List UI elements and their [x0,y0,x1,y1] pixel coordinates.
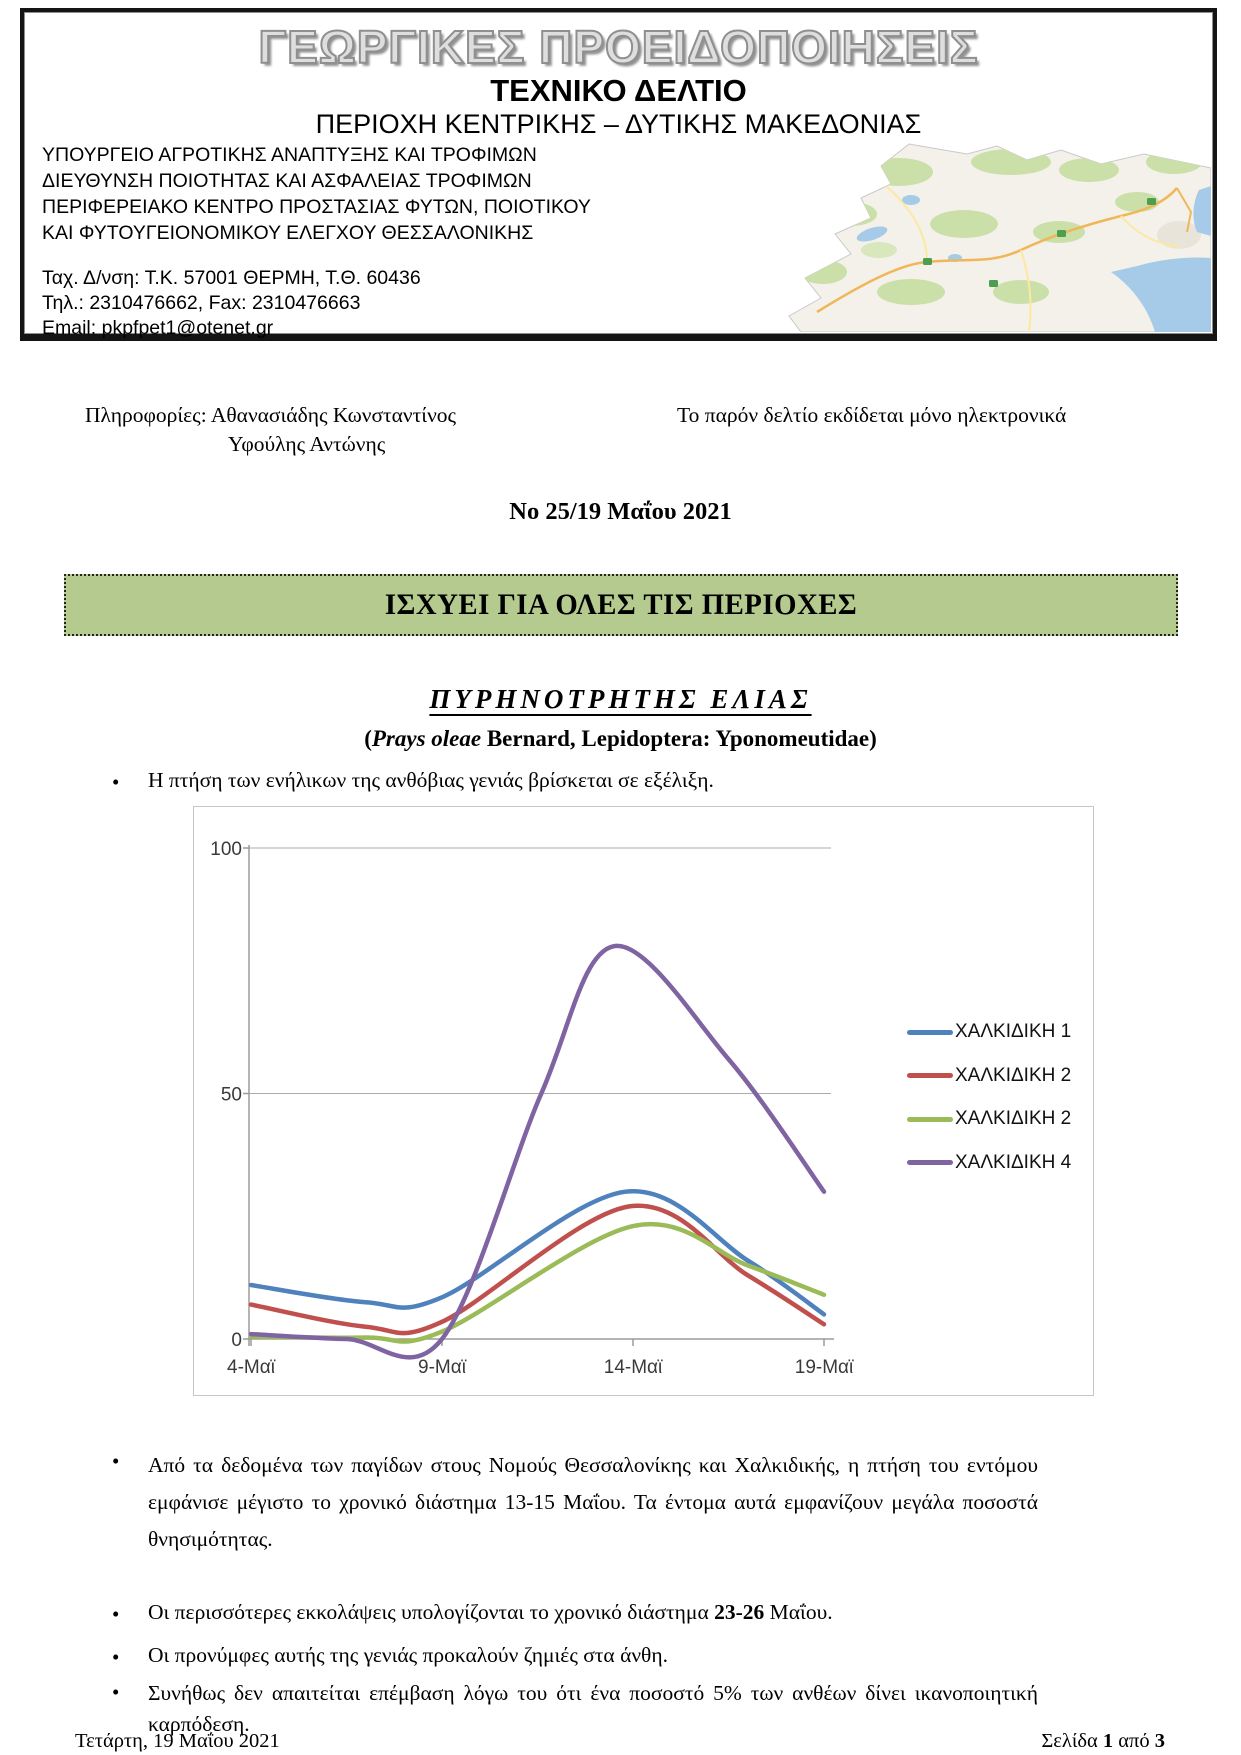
bullet-larvae-damage: Οι προνύμφες αυτής της γενιάς προκαλούν ζημιές στα άνθη. [148,1643,668,1667]
legend-swatch [907,1073,953,1078]
legend-item-label: ΧΑΛΚΙΔΙΚΗ 4 [955,1151,1072,1173]
bullet-marker: • [112,1602,120,1626]
series-line-1 [251,1191,824,1314]
watermark-title: ΓΕΩΡΓΙΚΕΣ ΠΡΟΕΙΔΟΠΟΙΗΣΕΙΣ [258,21,979,73]
x-axis-label: 9-Μαϊ [418,1357,466,1378]
legend-item [907,1152,1071,1174]
hatching-dates: 23-26 [714,1600,765,1624]
ministry-line: ΠΕΡΙΦΕΡΕΙΑΚΟ ΚΕΝΤΡΟ ΠΡΟΣΤΑΣΙΑΣ ΦΥΤΩΝ, ΠΟΙΟΤΙΚΟΥ [42,196,591,218]
validity-banner [64,574,1178,636]
bulletin-title: ΤΕΧΝΙΚΟ ΔΕΛΤΙΟ [490,73,747,108]
bullet-trap-data: Από τα δεδομένα των παγίδων στους Νομούς Θεσσαλονίκης και Χαλκιδικής, η πτήση του εντόμου εμφάνισε μέγιστο το χρονικό διάστημα 13-15 Μαΐου. Τα έντομα αυτά εμφανίζουν μεγάλα ποσοστά θνησιμότητας. [148,1453,1038,1551]
bullet-marker: • [112,1449,120,1473]
ministry-line: ΥΠΟΥΡΓΕΙΟ ΑΓΡΟΤΙΚΗΣ ΑΝΑΠΤΥΞΗΣ ΚΑΙ ΤΡΟΦΙΜΩΝ [42,144,537,166]
chart-legend [907,1021,1071,1174]
email-line: Email: pkpfpet1@otenet.gr [42,317,274,339]
bullet-marker: • [112,1680,120,1704]
legend-item-label: ΧΑΛΚΙΔΙΚΗ 2 [955,1108,1072,1129]
bullet-hatching-period: Οι περισσότερες εκκολάψεις υπολογίζονται το χρονικό διάστημα 23-26 Μαΐου. [148,1600,833,1624]
ministry-line: ΔΙΕΥΘΥΝΣΗ ΠΟΙΟΤΗΤΑΣ ΚΑΙ ΑΣΦΑΛΕΙΑΣ ΤΡΟΦΙΜΩΝ [42,170,532,192]
legend-item-label: ΧΑΛΚΙΔΙΚΗ 2 [955,1064,1072,1086]
region-map-image [759,140,1211,332]
region-subtitle: ΠΕΡΙΟΧΗ ΚΕΝΤΡΙΚΗΣ – ΔΥΤΙΚΗΣ ΜΑΚΕΔΟΝΙΑΣ [315,109,922,139]
series-line-4 [251,946,824,1357]
ministry-block [42,142,591,246]
validity-banner-text: ΙΣΧΥΕΙ ΓΙΑ ΟΛΕΣ ΤΙΣ ΠΕΡΙΟΧΕΣ [384,588,858,621]
info-contact-line1: Πληροφορίες: Αθανασιάδης Κωνσταντίνος [85,403,457,427]
bullet-flight-status: Η πτήση των ενήλικων της ανθόβιας γενιάς βρίσκεται σε εξέλιξη. [148,768,714,792]
legend-swatch [907,1030,953,1035]
legend-item [907,1108,1071,1130]
bullet-marker: • [112,770,120,794]
y-axis-label: 50 [220,1084,242,1106]
footer-date: Τετάρτη, 19 Μαΐου 2021 [75,1730,280,1752]
x-axis-label: 19-Μαϊ [794,1357,854,1378]
bullet-no-intervention: Συνήθως δεν απαιτείται επέμβαση λόγω του ότι ένα ποσοστό 5% των ανθέων δίνει ικανοποιητική καρπόδεση. [148,1681,1038,1736]
y-axis-label: 0 [231,1330,242,1351]
x-axis-label: 4-Μαϊ [227,1357,275,1378]
species-latin-name: Prays oleae [371,726,482,751]
legend-swatch [907,1160,953,1165]
legend-swatch [907,1117,953,1122]
ministry-line: ΚΑΙ ΦΥΤΟΥΓΕΙΟΝΟΜΙΚΟΥ ΕΛΕΓΧΟΥ ΘΕΣΣΑΛΟΝΙΚΗΣ [42,222,534,244]
legend-item [907,1021,1071,1043]
contact-block [42,266,421,341]
flight-chart [193,806,1094,1396]
issue-number-line: No 25/19 Μαΐου 2021 [509,498,732,525]
phone-line: Τηλ.: 2310476662, Fax: 2310476663 [42,292,361,314]
species-line: (Prays oleae Bernard, Lepidoptera: Yponomeutidae) [364,726,877,751]
address-line: Ταχ. Δ/νση: Τ.Κ. 57001 ΘΕΡΜΗ, Τ.Θ. 60436 [42,267,421,289]
header-box [20,8,1217,341]
y-axis-label: 100 [210,839,242,860]
legend-item-label: ΧΑΛΚΙΔΙΚΗ 1 [955,1021,1072,1042]
pest-section-title: ΠΥΡΗΝΟΤΡΗΤΗΣ ΕΛΙΑΣ [429,684,812,714]
electronic-only-note: Το παρόν δελτίο εκδίδεται μόνο ηλεκτρονικά [677,403,1067,427]
bullet-marker: • [112,1645,120,1669]
x-axis-label: 14-Μαϊ [603,1357,663,1378]
footer-page-number: Σελίδα 1 από 3 [1041,1730,1165,1752]
info-contact-line2: Υφούλης Αντώνης [228,432,386,456]
map-svg [759,140,1211,332]
series-line-2 [251,1206,824,1333]
legend-item [907,1065,1071,1087]
